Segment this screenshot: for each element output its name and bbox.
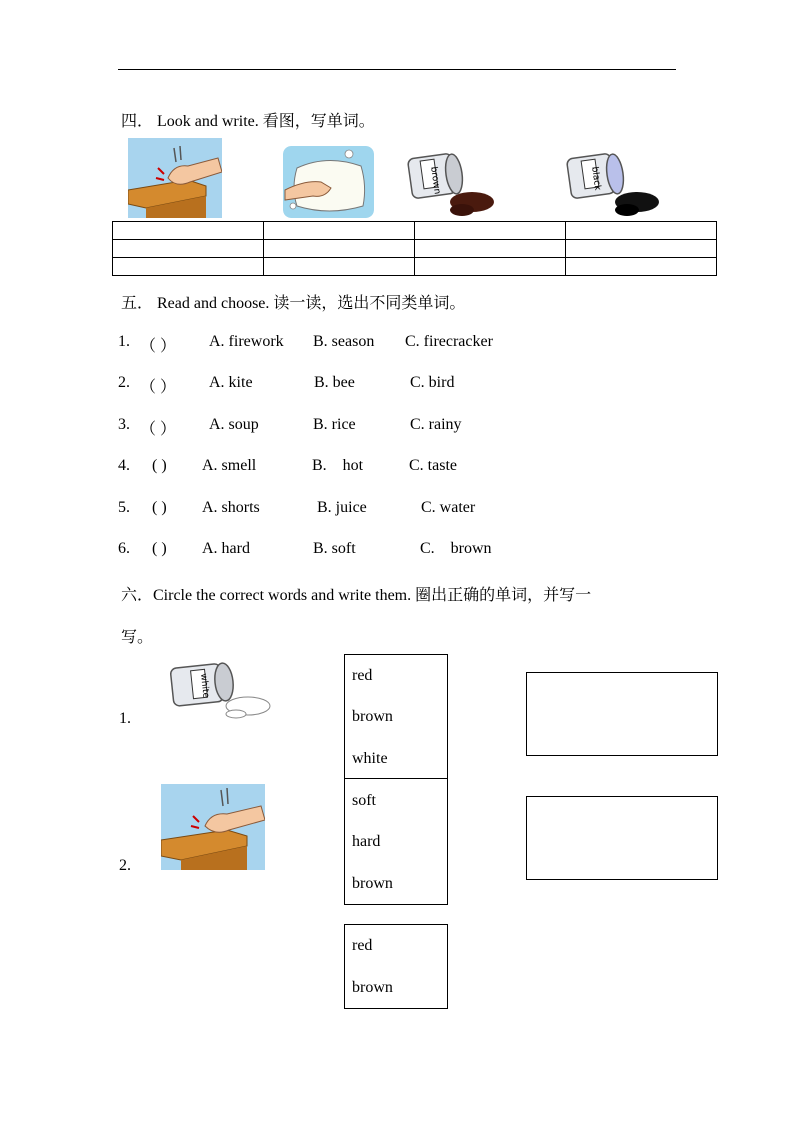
answer-paren[interactable]: ( ) [152,540,167,557]
item-number: 1. [118,333,130,350]
word-option[interactable]: red [352,667,373,684]
white-can-label: white [198,673,211,699]
answer-cell[interactable] [415,258,566,276]
option-a: A. firework [209,333,284,350]
brown-can-label: brown [428,166,442,195]
answer-cell[interactable] [264,222,415,240]
section6-heading: 六．Circle the correct words and write them. 圈出正确的单词，并写一 [121,587,592,604]
option-b: B. soft [313,540,356,557]
word-box-3 [344,924,448,1009]
option-b: B. juice [317,499,367,516]
answer-paren[interactable]: （ ） [140,379,177,396]
option-c: C. taste [409,457,457,474]
top-rule [118,69,676,70]
knock-table-image-2 [161,784,265,870]
option-b: B. season [313,333,375,350]
word-option[interactable]: hard [352,833,381,850]
answer-paren[interactable]: ( ) [152,499,167,516]
question-number-2: 2. [119,857,131,874]
answer-paren[interactable]: ( ) [152,457,167,474]
answer-cell[interactable] [264,258,415,276]
section6-heading-cont: 写。 [121,629,154,646]
word-box-2 [344,778,448,905]
option-b: B. rice [313,416,356,433]
answer-paren[interactable]: （ ） [140,338,177,355]
option-a: A. smell [202,457,257,474]
answer-cell[interactable] [566,240,717,258]
answer-grid [112,221,717,276]
option-a: A. soup [209,416,259,433]
section5-heading: 五． Read and choose. 读一读，选出不同类单词。 [121,295,466,312]
option-a: A. kite [209,374,253,391]
item-number: 3. [118,416,130,433]
option-b: B. hot [312,457,364,474]
brown-paint-can-image [404,150,496,218]
option-c: C. bird [410,374,455,391]
answer-cell[interactable] [113,258,264,276]
word-option[interactable]: brown [352,875,393,892]
word-option[interactable]: brown [352,979,393,996]
write-answer-box-1[interactable] [526,672,718,756]
soft-pillow-image [283,146,374,218]
item-number: 4. [118,457,130,474]
item-number: 5. [118,499,130,516]
option-a: A. shorts [202,499,260,516]
option-a: A. hard [202,540,250,557]
option-b: B. bee [314,374,355,391]
option-c: C. firecracker [405,333,493,350]
knock-table-image [128,138,222,218]
item-number: 6. [118,540,130,557]
option-c: C. water [421,499,476,516]
option-c: C. rainy [410,416,462,433]
answer-cell[interactable] [566,222,717,240]
answer-cell[interactable] [264,240,415,258]
item-number: 2. [118,374,130,391]
word-option[interactable]: soft [352,792,376,809]
answer-cell[interactable] [566,258,717,276]
option-c: C. brown [420,540,492,557]
answer-cell[interactable] [415,222,566,240]
answer-cell[interactable] [113,222,264,240]
white-paint-can-image [166,660,274,720]
question-number-1: 1. [119,710,131,727]
section4-heading: 四． Look and write. 看图，写单词。 [121,113,375,130]
word-option[interactable]: white [352,750,388,767]
word-option[interactable]: red [352,937,373,954]
black-paint-can-image [563,150,661,218]
word-box-1 [344,654,448,779]
black-can-label: black [589,166,603,192]
write-answer-box-2[interactable] [526,796,718,880]
word-option[interactable]: brown [352,708,393,725]
answer-paren[interactable]: （ ） [140,421,177,438]
answer-cell[interactable] [113,240,264,258]
answer-cell[interactable] [415,240,566,258]
